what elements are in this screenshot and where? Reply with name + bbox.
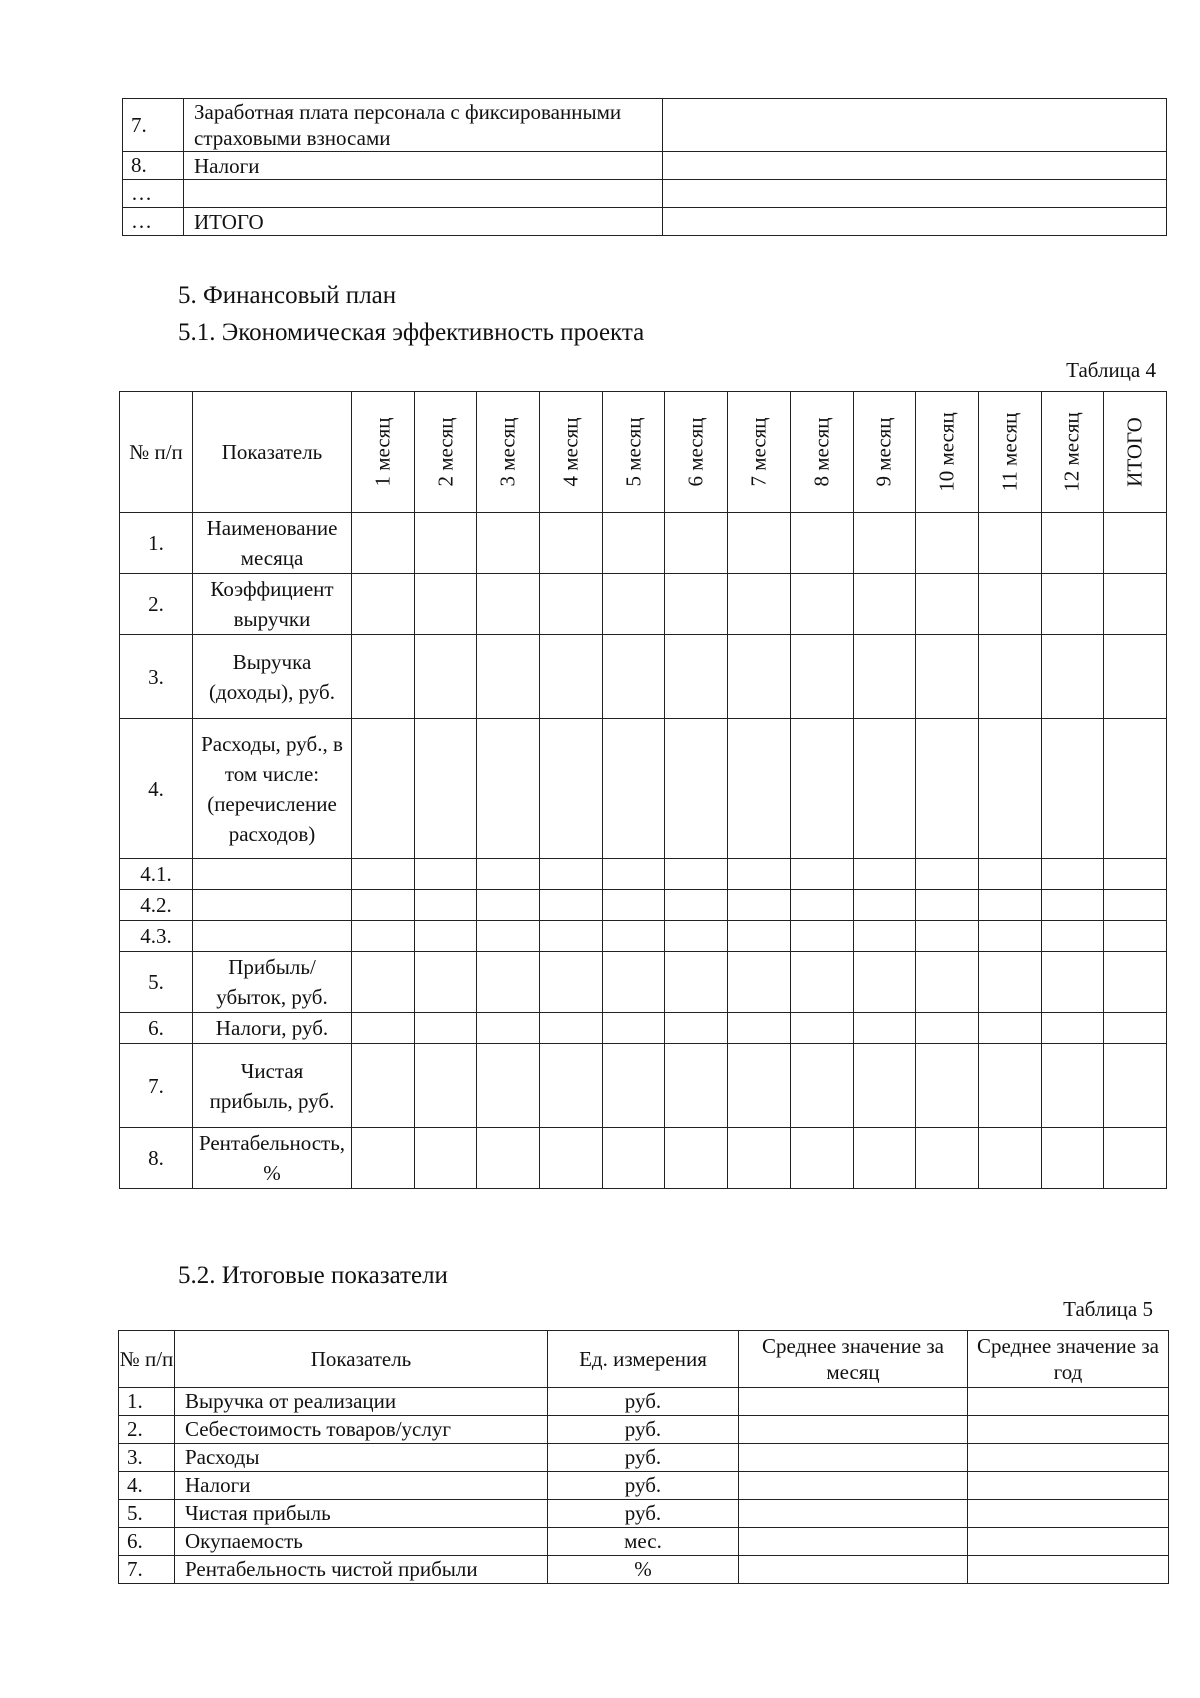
row-number: … [123,208,184,236]
row-year-average [968,1472,1169,1500]
table-cell [477,1013,540,1044]
table-row [119,1416,1169,1444]
row-number: 5. [120,952,193,1013]
row-unit: руб. [548,1388,739,1416]
table-cell [602,859,665,890]
table-cell [916,1013,979,1044]
table-cell [853,859,916,890]
table-cell [665,921,728,952]
table-cell [916,635,979,719]
row-unit: руб. [548,1500,739,1528]
table-cell [414,859,477,890]
table-row [119,1472,1169,1500]
row-value [663,152,1167,180]
table-cell [602,921,665,952]
table-cell [790,719,853,859]
table-cell [790,574,853,635]
row-name: Налоги [184,152,663,180]
table-cell [414,1128,477,1189]
table-cell [853,1013,916,1044]
row-indicator [193,890,352,921]
row-month-average [739,1528,968,1556]
table-cell [978,1128,1041,1189]
header-period-column [602,392,665,513]
header-period-label: ИТОГО [1122,417,1147,487]
table-cell [853,574,916,635]
table-cell [540,1044,603,1128]
table-4-body [120,513,1167,1189]
table-cell [1104,859,1167,890]
table-row [120,921,1167,952]
row-unit: руб. [548,1472,739,1500]
table-cell [665,1013,728,1044]
section-5-heading: 5. Финансовый план [178,282,397,309]
table-cell [540,921,603,952]
table-cell [916,719,979,859]
table-row [120,890,1167,921]
table-cell [1041,890,1104,921]
table-3-body [123,99,1167,236]
table-cell [665,513,728,574]
row-number: 4. [120,719,193,859]
table-cell [414,635,477,719]
row-indicator: Чистая прибыль [175,1500,548,1528]
table-cell [978,952,1041,1013]
row-number: 6. [119,1528,175,1556]
table-cell [540,890,603,921]
table-cell [916,513,979,574]
table-cell [853,719,916,859]
row-indicator: Расходы [175,1444,548,1472]
table-cell [1041,513,1104,574]
table-cell [352,574,415,635]
header-period-column [540,392,603,513]
header-period-label: 7 месяц [746,417,771,487]
table-cell [477,574,540,635]
table-cell [853,513,916,574]
row-value [663,208,1167,236]
table-cell [477,635,540,719]
section-5-1-heading: 5.1. Экономическая эффективность проекта [178,319,645,346]
table-cell [665,719,728,859]
table-cell [978,1044,1041,1128]
row-number: … [123,180,184,208]
table-cell [1041,719,1104,859]
row-number: 5. [119,1500,175,1528]
row-indicator: Коэффициент выручки [193,574,352,635]
table-cell [352,921,415,952]
table-row [120,635,1167,719]
table-row [120,574,1167,635]
row-value [663,180,1167,208]
table-cell [352,890,415,921]
header-indicator: Показатель [193,392,352,513]
row-name: ИТОГО [184,208,663,236]
table-cell [790,1044,853,1128]
table-row [119,1500,1169,1528]
table-cell [1104,1013,1167,1044]
row-number: 2. [119,1416,175,1444]
table-cell [540,1013,603,1044]
header-period-column [916,392,979,513]
table-cell [728,952,791,1013]
row-year-average [968,1528,1169,1556]
table-cell [978,635,1041,719]
row-indicator: Чистая прибыль, руб. [193,1044,352,1128]
table-cell [414,1044,477,1128]
table-row [120,1044,1167,1128]
table-cell [916,1044,979,1128]
table-cell [728,859,791,890]
row-name [184,180,663,208]
header-period-label: 2 месяц [433,417,458,487]
row-number: 3. [120,635,193,719]
table-cell [1104,921,1167,952]
table-cell [790,890,853,921]
row-month-average [739,1444,968,1472]
table-cell [790,859,853,890]
header-period-column [1104,392,1167,513]
header-period-column [790,392,853,513]
table-cell [477,513,540,574]
table-row [120,952,1167,1013]
table-cell [602,635,665,719]
header-period-column [1041,392,1104,513]
table-cell [352,1128,415,1189]
row-indicator: Рентабельность, % [193,1128,352,1189]
row-year-average [968,1556,1169,1584]
table-cell [728,921,791,952]
table-cell [728,513,791,574]
row-number: 6. [120,1013,193,1044]
table-cell [1041,574,1104,635]
row-indicator: Налоги, руб. [193,1013,352,1044]
table-row [119,1444,1169,1472]
table-cell [477,952,540,1013]
table-cell [540,513,603,574]
row-year-average [968,1444,1169,1472]
row-month-average [739,1500,968,1528]
row-indicator: Наименование месяца [193,513,352,574]
table-cell [352,513,415,574]
header-period-label: 6 месяц [683,417,708,487]
table-cell [728,635,791,719]
row-year-average [968,1500,1169,1528]
row-indicator: Окупаемость [175,1528,548,1556]
table-cell [414,719,477,859]
table-cell [414,1013,477,1044]
row-number: 4.1. [120,859,193,890]
row-indicator: Налоги [175,1472,548,1500]
table-cell [790,1013,853,1044]
header-num: № п/п [120,392,193,513]
table-cell [916,952,979,1013]
table-cell [1041,1013,1104,1044]
row-number: 7. [123,99,184,152]
table-cell [352,859,415,890]
table-cell [602,890,665,921]
table-cell [1104,719,1167,859]
table-cell [853,1044,916,1128]
table-cell [665,859,728,890]
table-cell [1104,1128,1167,1189]
table-3-continuation [122,98,1167,236]
table-cell [1041,1044,1104,1128]
table-cell [540,635,603,719]
row-year-average [968,1388,1169,1416]
table-row [123,152,1167,180]
row-number: 7. [119,1556,175,1584]
table-cell [853,921,916,952]
table-cell [352,1044,415,1128]
row-indicator: Выручка от реализации [175,1388,548,1416]
table-cell [1104,890,1167,921]
header-period-column [728,392,791,513]
table-cell [916,890,979,921]
table-cell [916,921,979,952]
table-cell [414,921,477,952]
row-number: 1. [120,513,193,574]
row-month-average [739,1472,968,1500]
header-period-label: 5 месяц [621,417,646,487]
table-cell [665,1044,728,1128]
row-indicator: Рентабельность чистой прибыли [175,1556,548,1584]
table-row [120,719,1167,859]
table-cell [1104,513,1167,574]
table-row [119,1528,1169,1556]
header-period-label: 8 месяц [809,417,834,487]
header-period-label: 12 месяц [1059,412,1084,492]
header-period-column [853,392,916,513]
table-cell [352,719,415,859]
row-indicator [193,921,352,952]
row-number: 8. [120,1128,193,1189]
table-cell [540,952,603,1013]
table-cell [916,574,979,635]
table-cell [978,859,1041,890]
row-indicator: Расходы, руб., в том числе: (перечисление расходов) [193,719,352,859]
table-cell [1041,952,1104,1013]
row-number: 2. [120,574,193,635]
table-cell [1041,921,1104,952]
table-cell [728,719,791,859]
table-cell [790,513,853,574]
table-cell [728,1013,791,1044]
table-cell [1041,635,1104,719]
table-row [120,859,1167,890]
table-cell [540,859,603,890]
row-number: 4.3. [120,921,193,952]
table-cell [665,635,728,719]
table-cell [978,890,1041,921]
row-unit: руб. [548,1444,739,1472]
row-unit: % [548,1556,739,1584]
row-number: 4.2. [120,890,193,921]
table-cell [1104,952,1167,1013]
header-period-column [352,392,415,513]
table-cell [477,1044,540,1128]
table-row [120,513,1167,574]
row-month-average [739,1388,968,1416]
row-unit: руб. [548,1416,739,1444]
table-cell [665,1128,728,1189]
row-name: Заработная плата персонала с фиксированными страховыми взносами [184,99,663,152]
table-cell [978,1013,1041,1044]
section-5-2-heading: 5.2. Итоговые показатели [178,1262,448,1289]
table-cell [477,1128,540,1189]
table-cell [602,513,665,574]
table-cell [916,859,979,890]
row-indicator: Себестоимость товаров/услуг [175,1416,548,1444]
table-cell [978,574,1041,635]
table-4-caption: Таблица 4 [1066,358,1156,382]
row-number: 7. [120,1044,193,1128]
table-5-header-row [119,1331,1169,1388]
table-cell [853,635,916,719]
table-row [119,1556,1169,1584]
header-period-label: 1 месяц [370,417,395,487]
table-cell [602,1044,665,1128]
header-num: № п/п [119,1331,175,1388]
table-cell [790,635,853,719]
row-indicator: Выручка (доходы), руб. [193,635,352,719]
table-cell [665,890,728,921]
table-cell [665,952,728,1013]
table-cell [540,1128,603,1189]
table-5-caption: Таблица 5 [1063,1297,1153,1321]
table-cell [602,574,665,635]
table-cell [978,719,1041,859]
table-cell [728,1128,791,1189]
table-5-body [119,1388,1169,1584]
table-cell [414,574,477,635]
table-row [119,1388,1169,1416]
table-cell [602,952,665,1013]
table-cell [728,1044,791,1128]
table-cell [1041,859,1104,890]
row-number: 1. [119,1388,175,1416]
table-row [123,99,1167,152]
table-cell [414,513,477,574]
row-number: 3. [119,1444,175,1472]
row-month-average [739,1416,968,1444]
table-cell [853,1128,916,1189]
header-period-column [978,392,1041,513]
header-period-label: 10 месяц [934,412,959,492]
table-4-header-row [120,392,1167,513]
table-row [123,180,1167,208]
table-5-summary-indicators [118,1330,1169,1584]
table-cell [1104,1044,1167,1128]
table-cell [477,859,540,890]
row-unit: мес. [548,1528,739,1556]
table-cell [1041,1128,1104,1189]
row-number: 8. [123,152,184,180]
table-row [123,208,1167,236]
header-period-column [477,392,540,513]
table-cell [1104,635,1167,719]
table-row [120,1128,1167,1189]
table-cell [477,719,540,859]
table-cell [790,1128,853,1189]
row-value [663,99,1167,152]
table-cell [790,952,853,1013]
table-cell [978,921,1041,952]
table-cell [978,513,1041,574]
table-cell [665,574,728,635]
table-cell [352,952,415,1013]
table-4-economic-efficiency [119,391,1167,1189]
table-cell [414,952,477,1013]
table-cell [916,1128,979,1189]
table-cell [790,921,853,952]
table-cell [602,1013,665,1044]
table-cell [853,952,916,1013]
table-row [120,1013,1167,1044]
row-month-average [739,1556,968,1584]
header-period-label: 4 месяц [558,417,583,487]
header-indicator: Показатель [175,1331,548,1388]
table-cell [1104,574,1167,635]
header-year-average: Среднее значение за год [968,1331,1169,1388]
table-cell [728,574,791,635]
table-cell [414,890,477,921]
row-indicator: Прибыль/ убыток, руб. [193,952,352,1013]
header-period-column [414,392,477,513]
table-cell [602,1128,665,1189]
table-cell [728,890,791,921]
table-cell [477,921,540,952]
header-unit: Ед. измерения [548,1331,739,1388]
table-cell [540,574,603,635]
table-cell [540,719,603,859]
table-cell [352,635,415,719]
header-period-label: 9 месяц [871,417,896,487]
header-period-label: 3 месяц [495,417,520,487]
row-indicator [193,859,352,890]
header-period-label: 11 месяц [997,412,1022,492]
header-month-average: Среднее значение за месяц [739,1331,968,1388]
table-cell [853,890,916,921]
table-cell [602,719,665,859]
table-cell [352,1013,415,1044]
table-cell [477,890,540,921]
row-number: 4. [119,1472,175,1500]
row-year-average [968,1416,1169,1444]
header-period-column [665,392,728,513]
